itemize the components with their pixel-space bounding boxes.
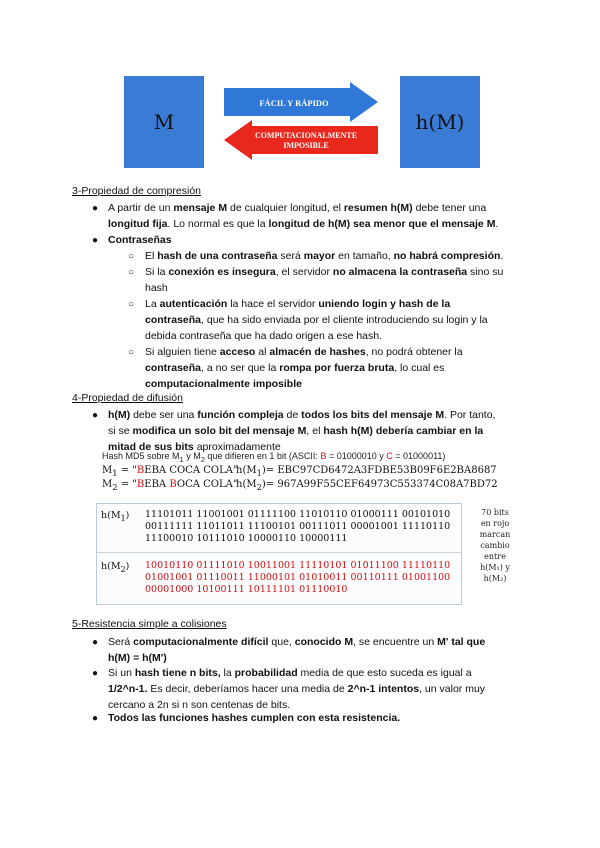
section5-heading: 5-Resistencia simple a colisiones (72, 618, 227, 630)
s4-bullet-1: h(M) debe ser una función compleja de todos los bits del mensaje M. Por tanto, si se modifica un solo bit del mensaje M, el hash h(M) debería cambiar en la mitad de sus bits aproximadamente (108, 409, 496, 453)
side-note: 70 bits en rojo marcan cambio entre h(M₁) y h(M₂) (479, 508, 511, 583)
md5-intro: Hash MD5 sobre $M_1$ y $M_2$ que difieren en 1 bit (ASCII: B = 01000010 y C = 01000011) (102, 451, 446, 464)
hm2-bits (145, 560, 450, 596)
s3-sub-3: La autenticación la hace el servidor uniendo login y hash de la contraseña, que ha sido enviada por el cliente introduciendo su login y la debida contraseña que ha dado origen a ese hash. (145, 298, 488, 342)
hm2-label: $h(M_2)$ (101, 561, 130, 574)
hash-label: h(M) (415, 110, 465, 134)
sub-bullet: ○ (128, 251, 135, 262)
s3-sub-4: Si alguien tiene acceso al almacén de hashes, no podrá obtener la contraseña, a no ser que la rompa por fuerza bruta, lo cual es computacionalmente imposible (145, 346, 463, 390)
s3-bullet-2: Contraseñas (108, 234, 172, 246)
bullet: ● (92, 637, 99, 648)
md5-m1: $M_1$ = "BEBA COCA COLA" (102, 465, 238, 478)
bit-row: 10010110 01111010 10011001 11110101 01011100 11110110 (145, 560, 451, 571)
s3-sub-2: Si la conexión es insegura, el servidor no almacena la contraseña sino su hash (145, 266, 504, 294)
arrows (224, 82, 400, 166)
section3-heading: 3-Propiedad de compresión (72, 185, 201, 197)
message-label: M (153, 110, 175, 134)
bit-row: 11100010 10111010 10000110 10000111 (145, 533, 348, 544)
hm1-label: $h(M_1)$ (101, 510, 130, 523)
bit-row: 11101011 11001001 01111100 11010110 01000111 00101010 (145, 509, 451, 520)
sub-bullet: ○ (128, 299, 135, 310)
bullet: ● (92, 713, 99, 724)
md5-h2: $h(M_2)= 967A99F55CEF64973C553374C08A7BD72$ (236, 479, 498, 492)
s5-bullet-1: Será computacionalmente difícil que, conocido M, se encuentre un M' tal que h(M) = h(M') (108, 636, 486, 664)
message-box (124, 76, 204, 168)
hm1-bits (145, 509, 450, 545)
bottom-arrow-text-2: IMPOSIBLE (283, 141, 329, 150)
s5-bullet-3: Todos las funciones hashes cumplen con esta resistencia. (108, 712, 401, 724)
divider (97, 552, 461, 553)
s3-bullet-1: A partir de un mensaje M de cualquier longitud, el resumen h(M) debe tener una longitud fija. Lo normal es que la longitud de h(M) sea menor que el mensaje M. (108, 202, 499, 230)
bit-row: 00001000 10100111 10111101 01110010 (145, 584, 348, 595)
hash-diagram (124, 76, 480, 168)
bottom-arrow-text-1: COMPUTACIONALMENTE (254, 131, 358, 140)
hash-box (400, 76, 480, 168)
bit-row: 00111111 11011011 11100101 00111011 00001001 11110110 (145, 521, 451, 532)
s5-bullet-2: Si un hash tiene n bits, la probabilidad media de que esto suceda es igual a 1/2^n-1. Es decir, deberíamos hacer una media de 2^n-1 intentos, un valor muy cercano a 2n si n son centenas de bits. (108, 667, 486, 711)
bit-row: 01001001 01110011 11000101 01010011 00110111 01001100 (145, 572, 451, 583)
md5-m2: $M_2$ = "BEBA BOCA COLA" (102, 479, 238, 492)
bullet: ● (92, 410, 99, 421)
s3-sub-1: El hash de una contraseña será mayor en tamaño, no habrá compresión. (145, 250, 504, 262)
bullet: ● (92, 203, 99, 214)
top-arrow-text: FÁCIL Y RÁPIDO (259, 98, 329, 108)
bullet: ● (92, 235, 99, 246)
md5-h1: $h(M_1)=$ EBC97CD6472A3FDBE53B09F6E2BA8687 (236, 465, 497, 478)
binary-comparison-box (96, 503, 462, 605)
section4-heading: 4-Propiedad de difusión (72, 392, 183, 404)
sub-bullet: ○ (128, 347, 135, 358)
sub-bullet: ○ (128, 267, 135, 278)
left-arrow (224, 120, 378, 160)
bullet: ● (92, 668, 99, 679)
